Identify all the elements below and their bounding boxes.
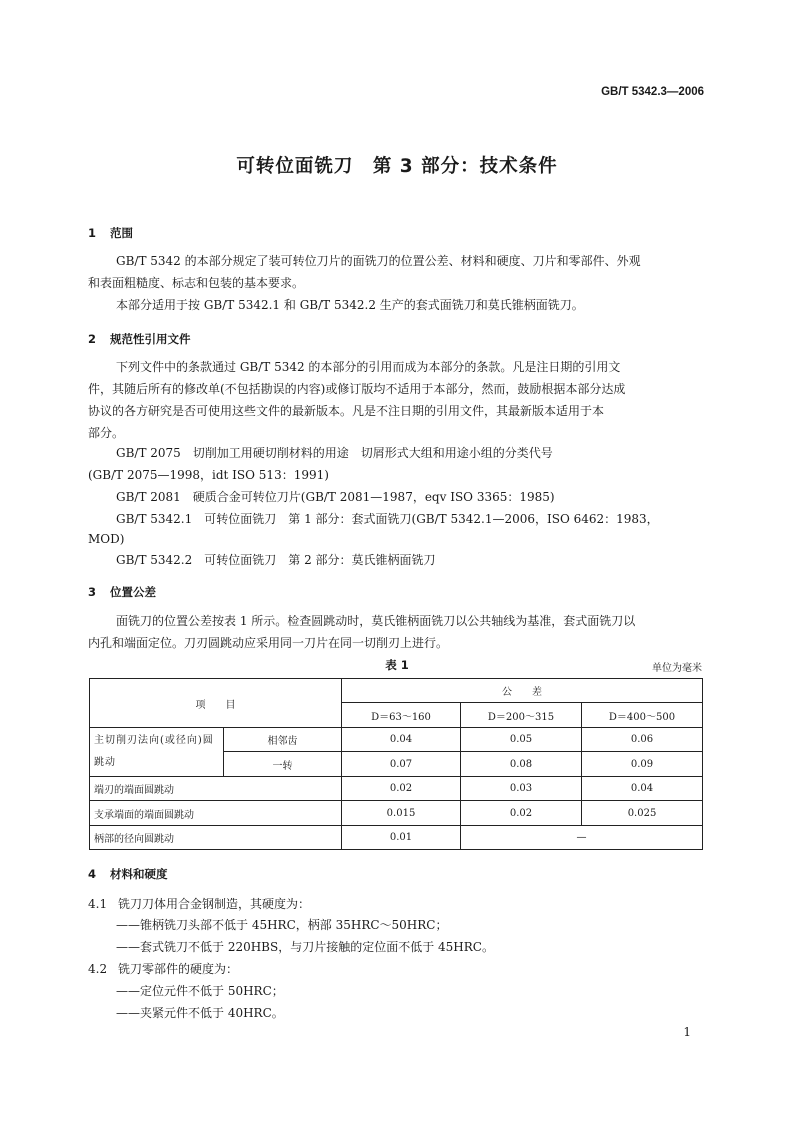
section-2-intro-line: 协议的各方研究是否可使用这些文件的最新版本。凡是不注日期的引用文件，其最新版本适用于本 [88,404,605,418]
list-item: ——套式铣刀不低于 220HBS，与刀片接触的定位面不低于 45HRC。 [116,940,494,954]
section-title: 位置公差 [110,585,156,599]
section-2-intro-line: 部分。 [88,426,125,440]
item-header-cell: 项 目 [90,679,342,728]
table-cell-merged: — [461,826,703,850]
section-title: 范围 [110,226,133,240]
reference-entry: GB/T 5342.1 可转位面铣刀 第 1 部分：套式面铣刀(GB/T 5342.1—2006，ISO 6462：1983， [116,512,659,526]
section-1-paragraph-line: GB/T 5342 的本部分规定了装可转位刀片的面铣刀的位置公差、材料和硬度、刀片和零部件、外观 [116,254,641,268]
section-number: 4 [88,867,97,881]
tolerance-header-cell: 公 差 [342,679,703,703]
table-cell: 0.025 [582,801,703,826]
table-cell: 0.03 [461,777,582,801]
row-label: 支承端面的端面圆跳动 [90,801,342,826]
table-cell: 0.06 [582,728,703,752]
row-group-label: 主切削刃法向(或径向)圆跳动 [90,728,224,777]
section-number: 1 [88,226,97,240]
reference-entry: GB/T 5342.2 可转位面铣刀 第 2 部分：莫氏锥柄面铣刀 [116,553,436,567]
table-cell: 0.04 [342,728,461,752]
subsection-text: 铣刀刀体用合金钢制造，其硬度为： [118,897,311,911]
table-caption: 表 1 [385,658,409,672]
table-row [90,826,703,850]
section-3-paragraph-line: 面铣刀的位置公差按表 1 所示。检查圆跳动时，莫氏锥柄面铣刀以公共轴线为基准，套式面铣刀以 [116,614,636,628]
table-row [90,777,703,801]
reference-entry: GB/T 2081 硬质合金可转位刀片(GB/T 2081—1987，eqv ISO 3365：1985) [116,490,555,504]
table-unit-note: 单位为毫米 [652,663,702,674]
table-cell: 0.02 [342,777,461,801]
section-1-heading [88,225,133,241]
table-row [90,801,703,826]
list-item: ——锥柄铣刀头部不低于 45HRC，柄部 35HRC～50HRC； [116,918,448,932]
table-cell: 0.04 [582,777,703,801]
row-label: 端刃的端面圆跳动 [90,777,342,801]
table-cell: 0.015 [342,801,461,826]
column-header: D＝400～500 [582,703,703,728]
reference-entry-continuation: MOD) [88,532,125,546]
section-3-paragraph-line: 内孔和端面定位。刀刃圆跳动应采用同一刀片在同一切削刃上进行。 [88,636,449,650]
section-3-heading [88,584,156,600]
section-title: 规范性引用文件 [110,332,191,346]
column-header: D＝200～315 [461,703,582,728]
table-cell: 0.02 [461,801,582,826]
subsection-text: 铣刀零部件的硬度为： [118,962,239,976]
section-title: 材料和硬度 [110,867,168,881]
table-cell: 0.08 [461,752,582,777]
section-1-paragraph: 本部分适用于按 GB/T 5342.1 和 GB/T 5342.2 生产的套式面铣刀和莫氏锥柄面铣刀。 [116,298,584,312]
subsection-4-1 [88,893,310,915]
subsection-number: 4.2 [88,962,108,976]
list-item: ——定位元件不低于 50HRC； [116,984,284,998]
table-cell: 0.09 [582,752,703,777]
row-sub-label: 相邻齿 [224,728,342,752]
reference-entry-continuation: (GB/T 2075—1998，idt ISO 513：1991) [88,468,329,482]
section-2-intro-line: 件，其随后所有的修改单(不包括勘误的内容)或修订版均不适用于本部分，然而，鼓励根据本部分达成 [88,382,626,396]
table-cell: 0.05 [461,728,582,752]
subsection-4-2 [88,958,238,980]
table-cell: 0.01 [342,826,461,850]
section-2-heading [88,331,191,347]
table-row [90,728,703,752]
list-item: ——夹紧元件不低于 40HRC。 [116,1006,284,1020]
section-2-intro-line: 下列文件中的条款通过 GB/T 5342 的本部分的引用而成为本部分的条款。凡是注日期的引用文 [116,360,621,374]
subsection-number: 4.1 [88,897,108,911]
row-label: 柄部的径向圆跳动 [90,826,342,850]
section-4-heading [88,866,168,882]
section-number: 2 [88,332,97,346]
reference-entry: GB/T 2075 切削加工用硬切削材料的用途 切屑形式大组和用途小组的分类代号 [116,446,553,460]
page-number: 1 [683,1025,691,1039]
section-number: 3 [88,585,97,599]
document-title: 可转位面铣刀 第 3 部分：技术条件 [236,156,558,177]
section-1-paragraph-line: 和表面粗糙度、标志和包装的基本要求。 [88,276,305,290]
table-header-row [90,679,703,703]
table-cell: 0.07 [342,752,461,777]
tolerance-table [89,678,703,850]
column-header: D＝63～160 [342,703,461,728]
standard-number: GB/T 5342.3—2006 [601,86,704,98]
row-sub-label: 一转 [224,752,342,777]
